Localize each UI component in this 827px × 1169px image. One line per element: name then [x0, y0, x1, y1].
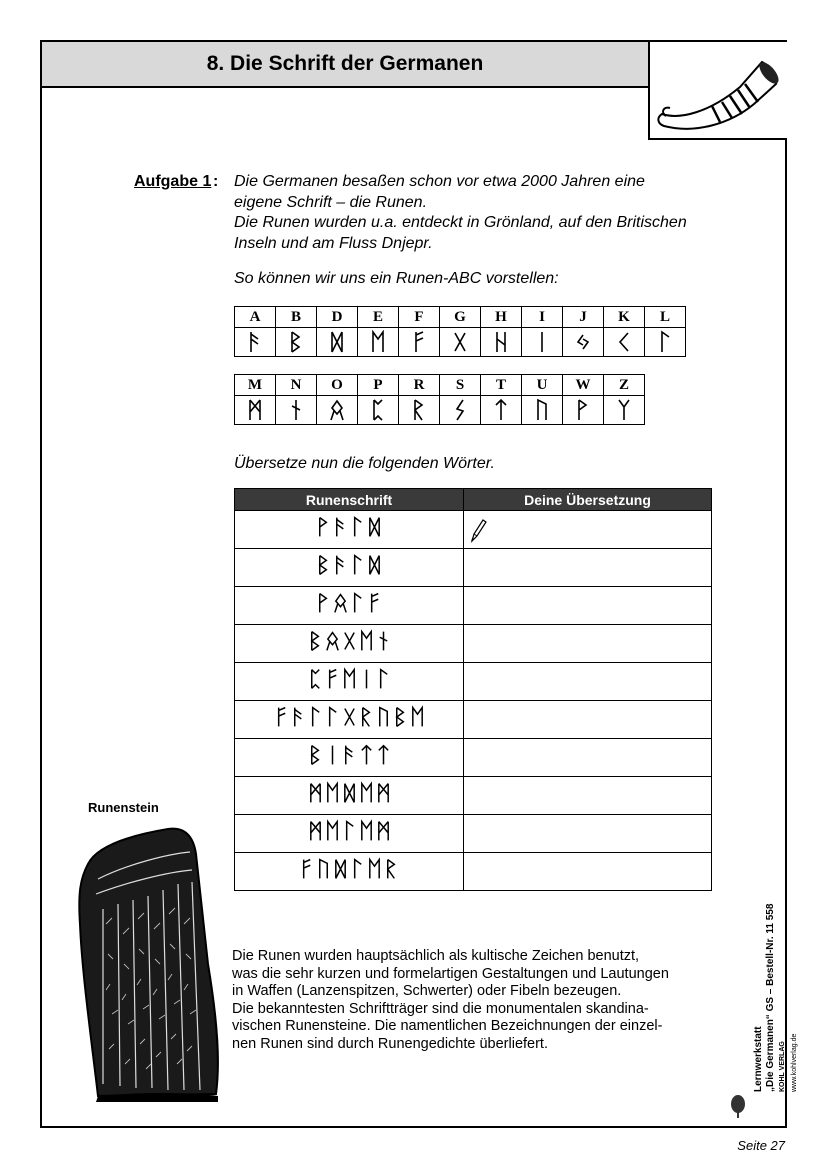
rune-s-glyph	[452, 398, 468, 422]
translation-answer-cell[interactable]	[464, 663, 712, 701]
task-text	[234, 172, 754, 254]
abc-intro: So können wir uns ein Runen-ABC vorstellen:	[234, 270, 559, 287]
rune-glyph	[367, 591, 382, 615]
sidebar-line-2: „Die Germanen“ GS – Bestell-Nr. 11 558	[765, 903, 776, 1092]
rune-glyph	[367, 553, 382, 577]
rune-glyph	[350, 591, 365, 615]
rune-word-cell	[235, 701, 464, 739]
publisher-name: KOHL VERLAG	[779, 1041, 786, 1092]
table-row	[235, 815, 712, 853]
translation-answer-cell[interactable]	[464, 815, 712, 853]
publisher-url: www.kohlverlag.de	[791, 1033, 798, 1092]
rune-word	[315, 515, 383, 539]
translation-answer-cell[interactable]	[464, 549, 712, 587]
rune-word	[307, 819, 392, 843]
rune-glyph	[359, 629, 374, 653]
rune-p-glyph	[370, 398, 386, 422]
rune-glyph	[376, 629, 391, 653]
rune-glyph	[316, 515, 331, 539]
task-line: Inseln und am Fluss Dnjepr.	[234, 234, 433, 252]
rune-m-glyph	[247, 398, 263, 422]
info-line: in Waffen (Lanzenspitzen, Schwerter) oder Fibeln bezeugen.	[232, 983, 622, 999]
rune-o-glyph	[329, 398, 345, 422]
rune-glyph	[410, 705, 425, 729]
alphabet-rune-cell	[358, 328, 399, 357]
info-text	[232, 948, 732, 1053]
rune-glyph	[325, 705, 340, 729]
info-line: vischen Runensteine. Die namentlichen Bezeichnungen der einzel-	[232, 1018, 663, 1034]
rune-word-cell	[235, 777, 464, 815]
page-number: Seite 27	[737, 1138, 785, 1153]
rune-word-cell	[235, 549, 464, 587]
rune-glyph	[325, 781, 340, 805]
alphabet-rune-cell	[563, 328, 604, 357]
rune-word	[298, 857, 400, 881]
horn-box	[648, 42, 787, 140]
alphabet-rune-cell	[563, 396, 604, 425]
rune-glyph	[308, 819, 323, 843]
rune-glyph	[291, 705, 306, 729]
alphabet-letter-k: K	[604, 307, 645, 328]
table-row	[235, 663, 712, 701]
rune-word	[307, 629, 392, 653]
rune-n-glyph	[288, 398, 304, 422]
alphabet-letter-i: I	[522, 307, 563, 328]
rune-glyph	[342, 629, 357, 653]
rune-glyph	[325, 743, 340, 767]
rune-glyph	[342, 819, 357, 843]
translate-intro: Übersetze nun die folgenden Wörter.	[234, 455, 495, 472]
rune-glyph	[342, 705, 357, 729]
rune-i-glyph	[534, 330, 550, 354]
rune-word-cell	[235, 511, 464, 549]
table-row	[235, 587, 712, 625]
alphabet-letter-w: W	[563, 375, 604, 396]
rune-glyph	[367, 857, 382, 881]
translation-table	[234, 488, 712, 891]
rune-z-glyph	[616, 398, 632, 422]
column-header-translation: Deine Übersetzung	[464, 489, 712, 511]
rune-word	[315, 553, 383, 577]
rune-word	[307, 781, 392, 805]
translation-answer-cell[interactable]	[464, 625, 712, 663]
rune-glyph	[274, 705, 289, 729]
rune-alphabet-table-2	[234, 374, 645, 425]
rune-word-cell	[235, 663, 464, 701]
rune-glyph	[342, 667, 357, 691]
rune-e-glyph	[370, 330, 386, 354]
rune-glyph	[325, 819, 340, 843]
alphabet-rune-cell	[399, 328, 440, 357]
rune-glyph	[359, 667, 374, 691]
rune-glyph	[308, 743, 323, 767]
alphabet-letter-u: U	[522, 375, 563, 396]
rune-glyph	[376, 667, 391, 691]
task-line: Die Germanen besaßen schon vor etwa 2000 Jahren eine	[234, 173, 645, 190]
rune-t-glyph	[493, 398, 509, 422]
drinking-horn-icon	[650, 42, 785, 136]
rune-glyph	[393, 705, 408, 729]
translation-answer-cell[interactable]	[464, 587, 712, 625]
alphabet-letter-l: L	[645, 307, 686, 328]
rune-glyph	[299, 857, 314, 881]
table-row	[235, 853, 712, 891]
page-frame	[40, 40, 798, 1128]
task-line: Die Runen wurden u.a. entdeckt in Grönland, auf den Britischen	[234, 214, 687, 231]
alphabet-letter-s: S	[440, 375, 481, 396]
rune-d-glyph	[329, 330, 345, 354]
rune-glyph	[350, 553, 365, 577]
alphabet-letter-j: J	[563, 307, 604, 328]
rune-glyph	[316, 591, 331, 615]
table-row	[235, 511, 712, 549]
sidebar-line-1: Lernwerkstatt	[753, 1026, 764, 1092]
info-line: Die bekanntesten Schriftträger sind die monumentalen skandina-	[232, 1000, 649, 1017]
table-row	[235, 549, 712, 587]
translation-answer-cell[interactable]	[464, 853, 712, 891]
rune-glyph	[333, 591, 348, 615]
alphabet-letter-a: A	[235, 307, 276, 328]
alphabet-rune-cell	[317, 396, 358, 425]
info-line: was die sehr kurzen und formelartigen Gestaltungen und Lautungen	[232, 965, 669, 982]
rune-glyph	[325, 629, 340, 653]
rune-glyph	[376, 705, 391, 729]
alphabet-letter-h: H	[481, 307, 522, 328]
translation-answer-cell[interactable]	[464, 739, 712, 777]
rune-glyph	[359, 743, 374, 767]
alphabet-letter-p: P	[358, 375, 399, 396]
rune-glyph	[367, 515, 382, 539]
rune-glyph	[376, 743, 391, 767]
alphabet-letter-o: O	[317, 375, 358, 396]
alphabet-rune-cell	[235, 396, 276, 425]
rune-j-glyph	[575, 330, 591, 354]
publisher-logo-icon	[728, 1092, 748, 1118]
column-header-runes: Runenschrift	[235, 489, 464, 511]
alphabet-rune-cell	[276, 396, 317, 425]
alphabet-rune-cell	[604, 328, 645, 357]
translation-answer-cell[interactable]	[464, 701, 712, 739]
rune-glyph	[359, 705, 374, 729]
alphabet-letter-z: Z	[604, 375, 645, 396]
rune-glyph	[376, 819, 391, 843]
rune-glyph	[325, 667, 340, 691]
rune-h-glyph	[493, 330, 509, 354]
task-label: Aufgabe 1	[134, 173, 212, 190]
rune-glyph	[308, 629, 323, 653]
alphabet-rune-cell	[440, 396, 481, 425]
alphabet-letter-r: R	[399, 375, 440, 396]
rune-r-glyph	[411, 398, 427, 422]
rune-word-cell	[235, 815, 464, 853]
rune-k-glyph	[616, 330, 632, 354]
rune-glyph	[376, 781, 391, 805]
runestone-image	[68, 824, 226, 1104]
table-row	[235, 777, 712, 815]
alphabet-rune-cell	[399, 396, 440, 425]
rune-glyph	[342, 781, 357, 805]
rune-w-glyph	[575, 398, 591, 422]
table-row	[235, 739, 712, 777]
rune-word	[307, 667, 392, 691]
alphabet-rune-cell	[317, 328, 358, 357]
rune-word-cell	[235, 739, 464, 777]
runestone-label: Runenstein	[88, 800, 159, 815]
rune-glyph	[308, 667, 323, 691]
rune-glyph	[384, 857, 399, 881]
table-row	[235, 701, 712, 739]
info-line: Die Runen wurden hauptsächlich als kultische Zeichen benutzt,	[232, 948, 640, 964]
info-line: nen Runen sind durch Runengedichte überliefert.	[232, 1035, 548, 1052]
publisher-sidebar	[753, 792, 813, 1092]
rune-word	[273, 705, 426, 729]
rune-f-glyph	[411, 330, 427, 354]
translation-answer-cell[interactable]	[464, 777, 712, 815]
alphabet-rune-cell	[645, 328, 686, 357]
rune-glyph	[333, 515, 348, 539]
rune-glyph	[342, 743, 357, 767]
rune-alphabet-table-1	[234, 306, 686, 357]
alphabet-letter-b: B	[276, 307, 317, 328]
alphabet-letter-d: D	[317, 307, 358, 328]
table-row	[235, 625, 712, 663]
alphabet-letter-g: G	[440, 307, 481, 328]
rune-b-glyph	[288, 330, 304, 354]
rune-word	[315, 591, 383, 615]
rune-glyph	[308, 781, 323, 805]
rune-glyph	[359, 819, 374, 843]
rune-word-cell	[235, 853, 464, 891]
alphabet-rune-cell	[604, 396, 645, 425]
rune-glyph	[333, 553, 348, 577]
rune-glyph	[350, 515, 365, 539]
translation-answer-cell[interactable]	[464, 511, 712, 549]
rune-l-glyph	[657, 330, 673, 354]
rune-glyph	[316, 553, 331, 577]
alphabet-letter-m: M	[235, 375, 276, 396]
rune-g-glyph	[452, 330, 468, 354]
alphabet-rune-cell	[481, 396, 522, 425]
alphabet-letter-n: N	[276, 375, 317, 396]
rune-word-cell	[235, 625, 464, 663]
alphabet-rune-cell	[235, 328, 276, 357]
pencil-icon	[468, 517, 488, 543]
alphabet-rune-cell	[481, 328, 522, 357]
rune-word-cell	[235, 587, 464, 625]
alphabet-rune-cell	[358, 396, 399, 425]
task-label-colon: :	[213, 173, 219, 190]
alphabet-letter-t: T	[481, 375, 522, 396]
title-bar	[42, 42, 648, 88]
alphabet-rune-cell	[522, 396, 563, 425]
page-title: 8. Die Schrift der Germanen	[206, 52, 484, 75]
rune-u-glyph	[534, 398, 550, 422]
rune-glyph	[350, 857, 365, 881]
alphabet-rune-cell	[522, 328, 563, 357]
rune-word	[307, 743, 392, 767]
alphabet-rune-cell	[276, 328, 317, 357]
rune-glyph	[333, 857, 348, 881]
alphabet-rune-cell	[440, 328, 481, 357]
alphabet-letter-f: F	[399, 307, 440, 328]
rune-glyph	[308, 705, 323, 729]
task-line: eigene Schrift – die Runen.	[234, 193, 428, 211]
rune-glyph	[359, 781, 374, 805]
rune-a-glyph	[247, 330, 263, 354]
alphabet-letter-e: E	[358, 307, 399, 328]
rune-glyph	[316, 857, 331, 881]
